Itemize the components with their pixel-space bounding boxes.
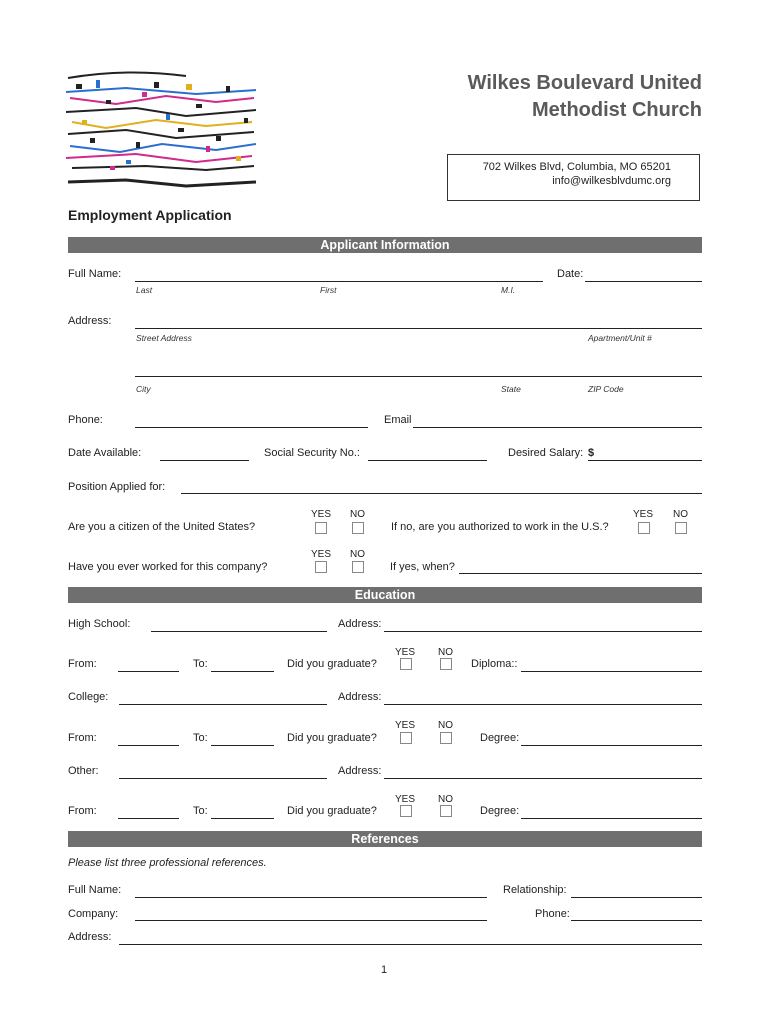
ref-relationship-field[interactable] [571,897,702,898]
section-header-education: Education [68,587,702,603]
phone-field[interactable] [135,427,368,428]
other-field[interactable] [119,778,327,779]
high-school-address-field[interactable] [384,631,702,632]
street-address-caption: Street Address [136,333,192,343]
authorized-yes-checkbox[interactable] [638,522,650,534]
hs-grad-no-label: NO [438,647,453,658]
church-name-line2: Methodist Church [532,99,702,121]
desired-salary-label: Desired Salary: [508,447,584,459]
authorized-no-label: NO [673,509,688,520]
high-school-address-label: Address: [338,618,382,630]
citizen-yes-checkbox[interactable] [315,522,327,534]
ref-phone-field[interactable] [571,920,702,921]
contact-box [447,154,700,201]
street-address-field[interactable] [135,328,702,329]
other-from-label: From: [68,805,97,817]
citizen-question: Are you a citizen of the United States? [68,521,256,533]
ssn-field[interactable] [368,460,487,461]
citizen-yes-label: YES [311,509,332,520]
if-yes-when-field[interactable] [459,573,702,574]
college-label: College: [68,691,109,703]
date-field[interactable] [585,281,702,282]
other-graduate-question: Did you graduate? [287,805,377,817]
other-to-label: To: [193,805,208,817]
hs-to-field[interactable] [211,671,274,672]
citizen-no-checkbox[interactable] [352,522,364,534]
worked-question: Have you ever worked for this company? [68,561,268,573]
ref-full-name-field[interactable] [135,897,487,898]
ref-full-name-label: Full Name: [68,884,122,896]
state-caption: State [501,384,521,394]
page-number: 1 [381,964,388,976]
city-state-zip-field[interactable] [135,376,702,377]
other-to-field[interactable] [211,818,274,819]
authorized-question: If no, are you authorized to work in the U.S.? [391,521,609,533]
college-grad-yes-label: YES [395,720,416,731]
if-yes-when-label: If yes, when? [390,561,455,573]
position-field[interactable] [181,493,702,494]
other-address-field[interactable] [384,778,702,779]
college-degree-field[interactable] [521,745,702,746]
other-grad-no-checkbox[interactable] [440,805,452,817]
college-grad-no-label: NO [438,720,453,731]
phone-label: Phone: [68,414,103,426]
email-field[interactable] [413,427,702,428]
hs-grad-no-checkbox[interactable] [440,658,452,670]
high-school-label: High School: [68,618,131,630]
church-logo [66,70,258,192]
date-available-label: Date Available: [68,447,142,459]
other-address-label: Address: [338,765,382,777]
college-address-field[interactable] [384,704,702,705]
ref-relationship-label: Relationship: [503,884,567,896]
references-instruction: Please list three professional references. [68,857,267,869]
other-grad-yes-checkbox[interactable] [400,805,412,817]
other-degree-label: Degree: [480,805,520,817]
section-header-references: References [68,831,702,847]
college-from-field[interactable] [118,745,179,746]
college-degree-label: Degree: [480,732,520,744]
college-from-label: From: [68,732,97,744]
college-grad-no-checkbox[interactable] [440,732,452,744]
middle-initial-caption: M.I. [501,285,516,295]
other-grad-yes-label: YES [395,794,416,805]
worked-no-checkbox[interactable] [352,561,364,573]
hs-to-label: To: [193,658,208,670]
dollar-sign: $ [588,447,595,459]
ref-phone-label: Phone: [535,908,570,920]
city-caption: City [136,384,151,394]
ssn-label: Social Security No.: [264,447,360,459]
other-label: Other: [68,765,99,777]
section-header-applicant: Applicant Information [68,237,702,253]
hs-grad-yes-label: YES [395,647,416,658]
hs-from-label: From: [68,658,97,670]
position-label: Position Applied for: [68,481,166,493]
diploma-field[interactable] [521,671,702,672]
other-degree-field[interactable] [521,818,702,819]
high-school-field[interactable] [151,631,327,632]
college-to-label: To: [193,732,208,744]
form-title: Employment Application [68,207,232,223]
last-name-caption: Last [136,285,153,295]
full-name-label: Full Name: [68,268,122,280]
worked-no-label: NO [350,549,365,560]
college-graduate-question: Did you graduate? [287,732,377,744]
diploma-label: Diploma:: [471,658,518,670]
full-name-field[interactable] [135,281,543,282]
worked-yes-label: YES [311,549,332,560]
authorized-yes-label: YES [633,509,654,520]
ref-address-label: Address: [68,931,112,943]
zip-caption: ZIP Code [588,384,624,394]
apartment-caption: Apartment/Unit # [588,333,652,343]
authorized-no-checkbox[interactable] [675,522,687,534]
ref-address-field[interactable] [119,944,702,945]
date-available-field[interactable] [160,460,249,461]
first-name-caption: First [320,285,337,295]
other-from-field[interactable] [118,818,179,819]
hs-graduate-question: Did you graduate? [287,658,377,670]
church-name-line1: Wilkes Boulevard United [467,72,702,94]
college-grad-yes-checkbox[interactable] [400,732,412,744]
date-label: Date: [557,268,584,280]
church-address: 702 Wilkes Blvd, Columbia, MO 65201 [482,161,671,173]
college-field[interactable] [119,704,327,705]
ref-company-field[interactable] [135,920,487,921]
hs-grad-yes-checkbox[interactable] [400,658,412,670]
church-email: info@wilkesblvdumc.org [552,175,671,187]
desired-salary-field[interactable] [588,460,702,461]
citizen-no-label: NO [350,509,365,520]
ref-company-label: Company: [68,908,119,920]
worked-yes-checkbox[interactable] [315,561,327,573]
other-grad-no-label: NO [438,794,453,805]
hs-from-field[interactable] [118,671,179,672]
college-to-field[interactable] [211,745,274,746]
email-label: Email [384,414,412,426]
address-label: Address: [68,315,112,327]
college-address-label: Address: [338,691,382,703]
